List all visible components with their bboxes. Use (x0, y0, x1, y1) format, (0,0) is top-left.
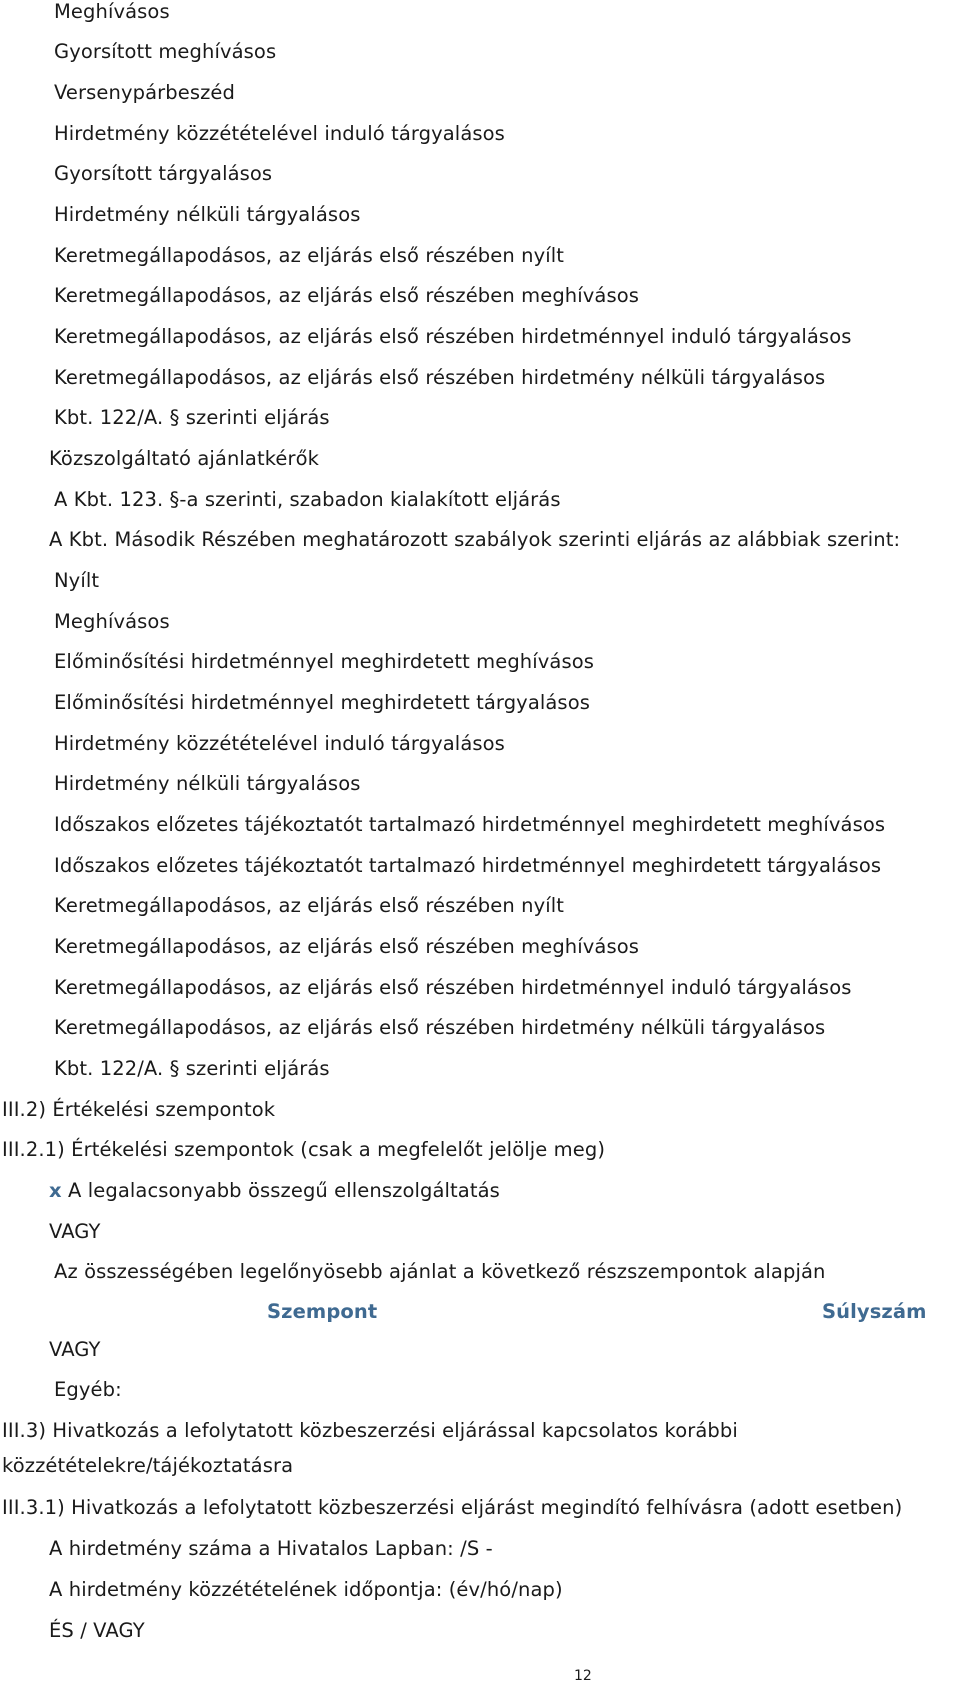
page-number: 12 (574, 1668, 592, 1684)
section-heading: III.3.1) Hivatkozás a lefolytatott közbeszerzési eljárást megindító felhívásra (adott esetben) (2, 1496, 903, 1519)
text-line: Hirdetmény nélküli tárgyalásos (54, 203, 361, 226)
text-line: Előminősítési hirdetménnyel meghirdetett tárgyalásos (54, 691, 590, 714)
table-header-criterion: Szempont (267, 1300, 378, 1323)
text-line: VAGY (49, 1338, 101, 1361)
text-line: Meghívásos (54, 610, 170, 633)
text-line: Az összességében legelőnyösebb ajánlat a következő részszempontok alapján (54, 1260, 826, 1283)
text-line: A Kbt. Második Részében meghatározott szabályok szerinti eljárás az alábbiak szerint: (49, 528, 901, 551)
text-line: Keretmegállapodásos, az eljárás első részében hirdetmény nélküli tárgyalásos (54, 1016, 826, 1039)
section-heading: III.2) Értékelési szempontok (2, 1098, 276, 1121)
text-line: Keretmegállapodásos, az eljárás első részében nyílt (54, 244, 565, 267)
text-line: Időszakos előzetes tájékoztatót tartalmazó hirdetménnyel meghirdetett tárgyalásos (54, 854, 882, 877)
option-label: A legalacsonyabb összegű ellenszolgáltatás (68, 1179, 500, 1202)
text-line: Gyorsított meghívásos (54, 40, 277, 63)
text-line: Hirdetmény nélküli tárgyalásos (54, 772, 361, 795)
text-line: Hirdetmény közzétételével induló tárgyalásos (54, 122, 505, 145)
text-line: Keretmegállapodásos, az eljárás első részében meghívásos (54, 935, 640, 958)
text-line: Egyéb: (54, 1378, 122, 1401)
text-line: Időszakos előzetes tájékoztatót tartalmazó hirdetménnyel meghirdetett meghívásos (54, 813, 886, 836)
text-line: Versenypárbeszéd (54, 81, 235, 104)
check-mark-icon: x (49, 1179, 62, 1202)
text-line: A hirdetmény száma a Hivatalos Lapban: /S - (49, 1537, 493, 1560)
text-line: A Kbt. 123. §-a szerinti, szabadon kialakított eljárás (54, 488, 561, 511)
table-header-weight: Súlyszám (822, 1300, 927, 1323)
text-line: Nyílt (54, 569, 100, 592)
text-line: Keretmegállapodásos, az eljárás első részében hirdetménnyel induló tárgyalásos (54, 976, 852, 999)
text-line: A hirdetmény közzétételének időpontja: (év/hó/nap) (49, 1578, 563, 1601)
section-heading: közzétételekre/tájékoztatásra (2, 1454, 294, 1477)
text-line: Meghívásos (54, 0, 170, 23)
text-line: Keretmegállapodásos, az eljárás első részében nyílt (54, 894, 565, 917)
section-heading: III.3) Hivatkozás a lefolytatott közbeszerzési eljárással kapcsolatos korábbi (2, 1419, 738, 1442)
text-line: Keretmegállapodásos, az eljárás első részében hirdetménnyel induló tárgyalásos (54, 325, 852, 348)
text-line: Közszolgáltató ajánlatkérők (49, 447, 320, 470)
text-line: Kbt. 122/A. § szerinti eljárás (54, 406, 330, 429)
text-line: Keretmegállapodásos, az eljárás első részében meghívásos (54, 284, 640, 307)
text-line: Keretmegállapodásos, az eljárás első részében hirdetmény nélküli tárgyalásos (54, 366, 826, 389)
text-line: ÉS / VAGY (49, 1619, 145, 1642)
section-heading: III.2.1) Értékelési szempontok (csak a megfelelőt jelölje meg) (2, 1138, 606, 1161)
text-line: Előminősítési hirdetménnyel meghirdetett meghívásos (54, 650, 595, 673)
text-line: VAGY (49, 1220, 101, 1243)
text-line: Gyorsított tárgyalásos (54, 162, 273, 185)
text-line: Hirdetmény közzétételével induló tárgyalásos (54, 732, 505, 755)
checkbox-option[interactable] (49, 1179, 500, 1203)
text-line: Kbt. 122/A. § szerinti eljárás (54, 1057, 330, 1080)
